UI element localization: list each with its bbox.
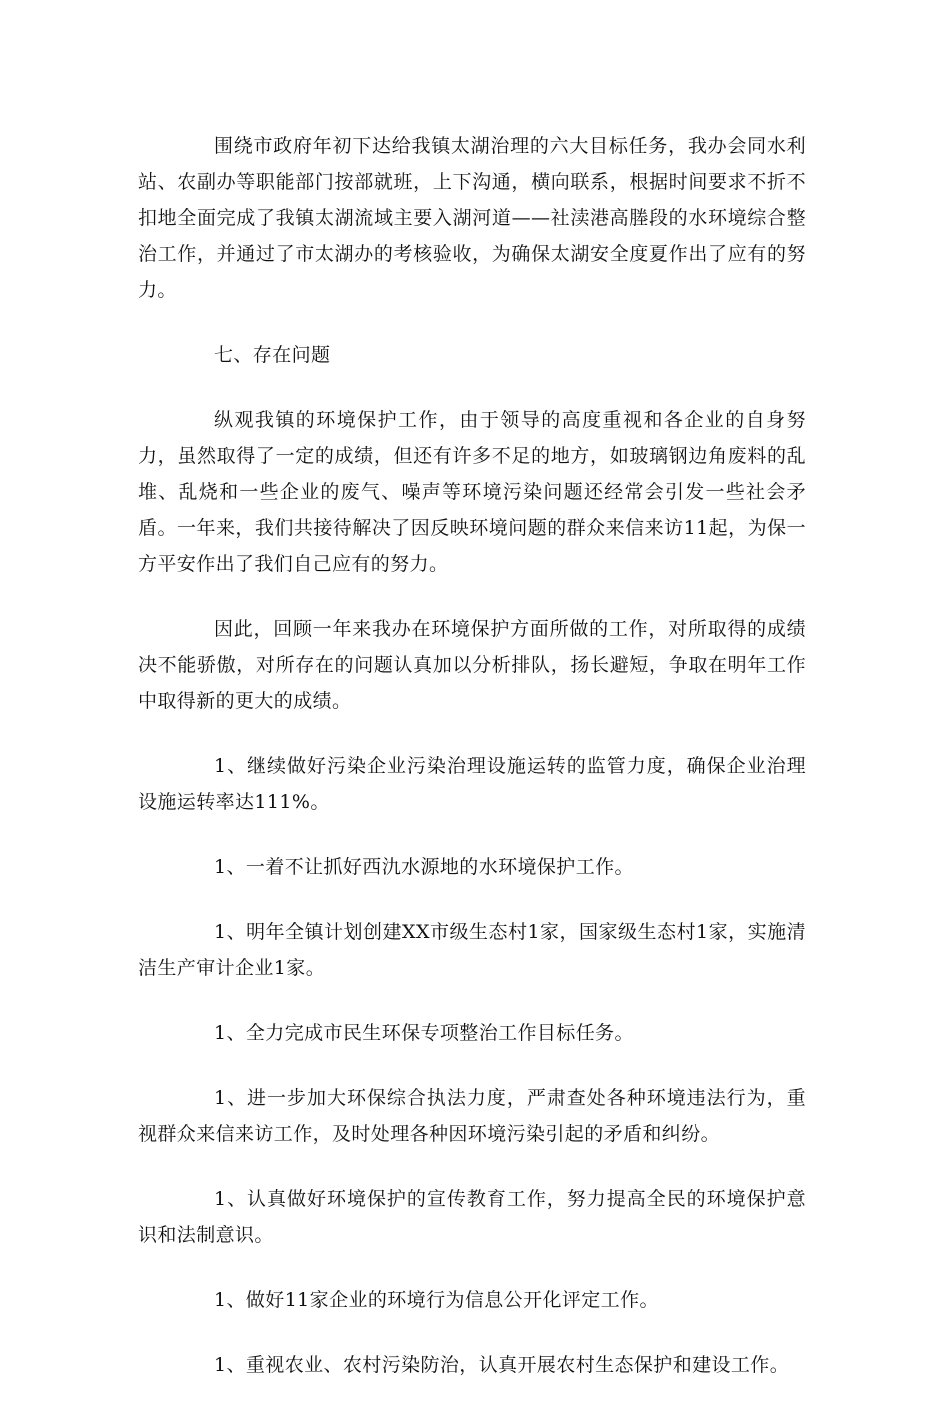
- list-item-publicity: 1、认真做好环境保护的宣传教育工作，努力提高全民的环境保护意识和法制意识。: [138, 1188, 806, 1246]
- list-item-supervision: 1、继续做好污染企业污染治理设施运转的监管力度，确保企业治理设施运转率达111%。: [138, 755, 806, 813]
- list-item-water-source: 1、一着不让抓好西氿水源地的水环境保护工作。: [214, 856, 634, 878]
- paragraph-lake-governance: 围绕市政府年初下达给我镇太湖治理的六大目标任务，我办会同水利站、农副办等职能部门按部就班，上下沟通，横向联系，根据时间要求不折不扣地全面完成了我镇太湖流域主要入湖河道——社渎港高塍段的水环境综合整治工作，并通过了市太湖办的考核验收，为确保太湖安全度夏作出了应有的努力。: [138, 135, 806, 301]
- paragraph-overview: 纵观我镇的环境保护工作，由于领导的高度重视和各企业的自身努力，虽然取得了一定的成绩，但还有许多不足的地方，如玻璃钢边角废料的乱堆、乱烧和一些企业的废气、噪声等环境污染问题还经常会引发一些社会矛盾。一年来，我们共接待解决了因反映环境问题的群众来信来访11起，为保一方平安作出了我们自己应有的努力。: [138, 409, 806, 575]
- list-item-rural-pollution: 1、重视农业、农村污染防治，认真开展农村生态保护和建设工作。: [214, 1354, 790, 1376]
- document-body: [138, 128, 806, 1412]
- list-item-information-disclosure: 1、做好11家企业的环境行为信息公开化评定工作。: [214, 1289, 659, 1311]
- list-item-law-enforcement: 1、进一步加大环保综合执法力度，严肃查处各种环境违法行为，重视群众来信来访工作，及时处理各种因环境污染引起的矛盾和纠纷。: [138, 1087, 806, 1145]
- list-item-special-rectification: 1、全力完成市民生环保专项整治工作目标任务。: [214, 1022, 634, 1044]
- paragraph-conclusion: 因此，回顾一年来我办在环境保护方面所做的工作，对所取得的成绩决不能骄傲，对所存在的问题认真加以分析排队，扬长避短，争取在明年工作中取得新的更大的成绩。: [138, 618, 806, 712]
- section-heading-existing-problems: 七、存在问题: [214, 344, 331, 366]
- list-item-eco-village: 1、明年全镇计划创建XX市级生态村1家，国家级生态村1家，实施清洁生产审计企业1家。: [138, 921, 806, 979]
